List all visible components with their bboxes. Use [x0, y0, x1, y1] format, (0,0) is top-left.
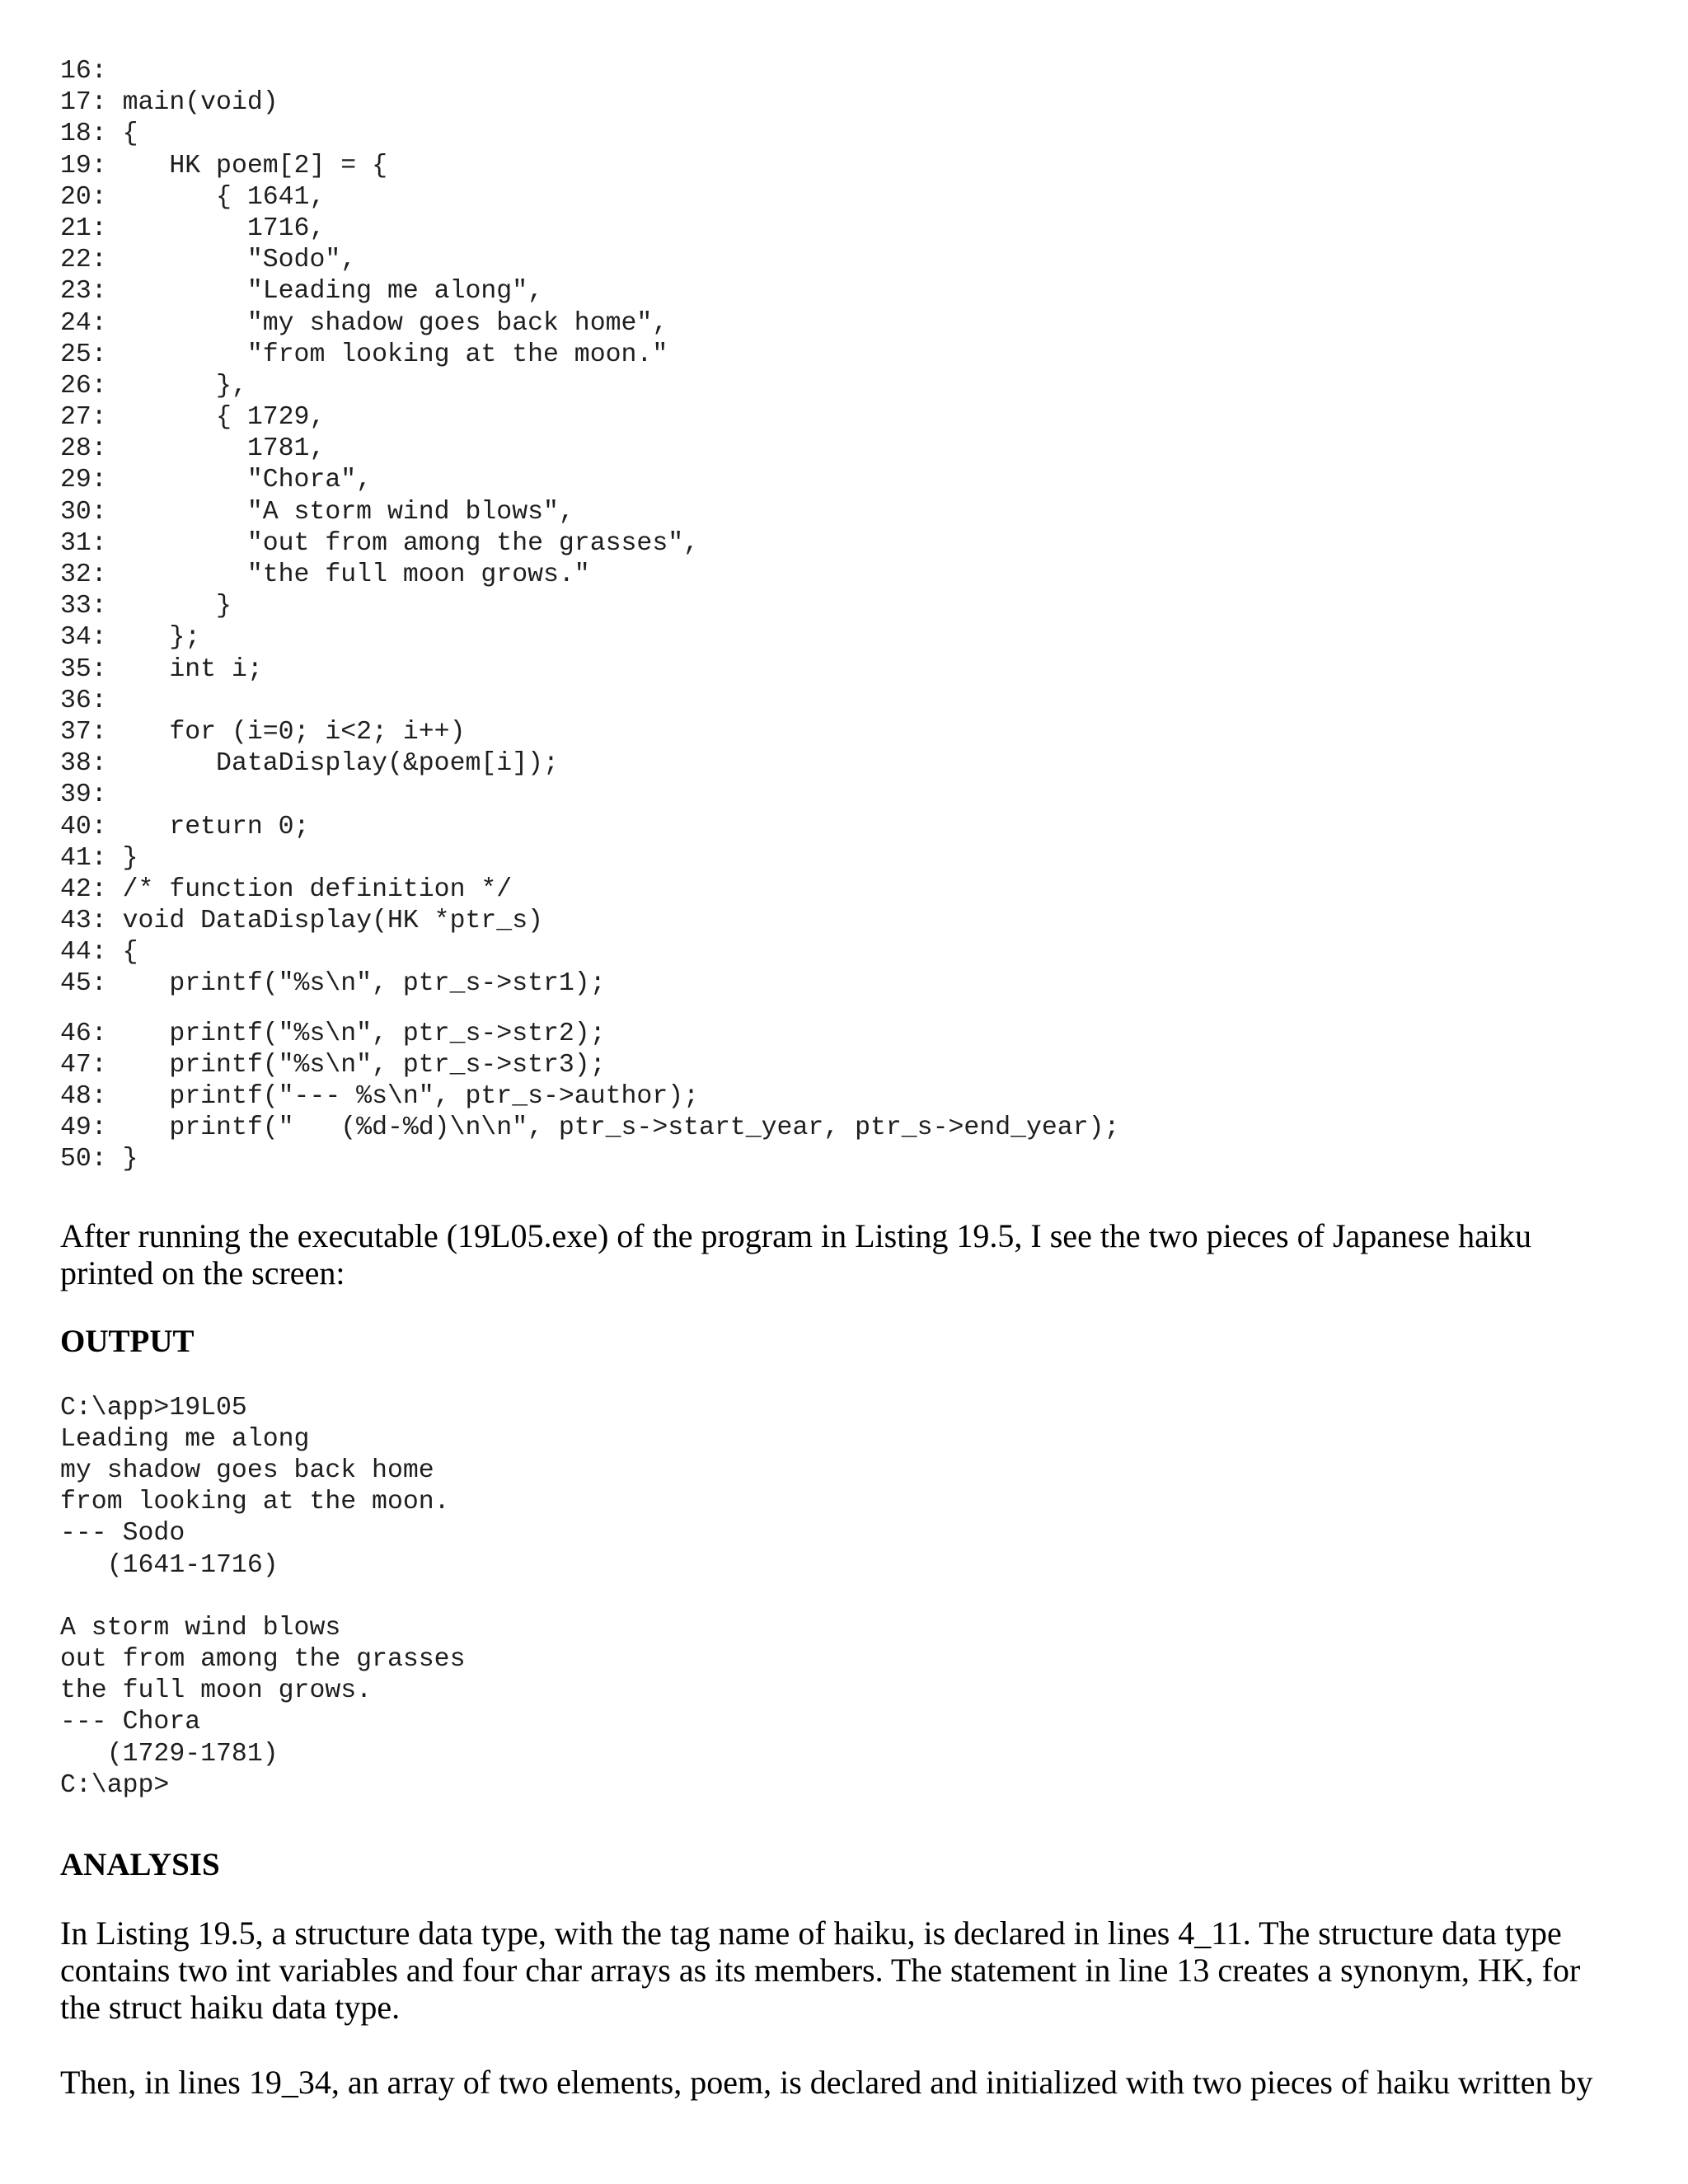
code-text: for (i=0; i<2; i++): [106, 717, 466, 747]
line-number: 20:: [60, 182, 107, 212]
line-number: 23:: [60, 277, 107, 307]
output-line: from looking at the moon.: [60, 1488, 450, 1517]
line-number: 24:: [60, 308, 107, 338]
code-line: [60, 560, 1626, 591]
code-text: }: [106, 843, 138, 873]
line-number: 41:: [60, 843, 107, 873]
line-number: 40:: [60, 812, 107, 841]
code-text: return 0;: [106, 812, 310, 841]
code-line: [60, 434, 1626, 465]
output-line: C:\app>: [60, 1770, 170, 1800]
output-line: C:\app>19L05: [60, 1393, 247, 1422]
code-line: [60, 151, 1626, 182]
code-text: },: [106, 371, 247, 401]
code-line: [60, 276, 1626, 307]
code-line: [60, 465, 1626, 496]
code-text: printf(" (%d-%d)\n\n", ptr_s->start_year, ptr_s->end_year);: [106, 1113, 1120, 1143]
code-line: [60, 245, 1626, 276]
line-number: 38:: [60, 749, 107, 779]
line-number: 18:: [60, 120, 107, 149]
line-number: 28:: [60, 434, 107, 464]
code-line: [60, 528, 1626, 560]
code-text: DataDisplay(&poem[i]);: [106, 749, 559, 779]
code-text: }: [106, 592, 232, 621]
line-number: 42:: [60, 874, 107, 904]
code-line: [60, 182, 1626, 213]
line-number: 27:: [60, 403, 107, 433]
line-number: 31:: [60, 528, 107, 558]
line-number: 45:: [60, 969, 107, 999]
code-text: "Leading me along",: [106, 277, 544, 307]
line-number: 22:: [60, 246, 107, 275]
line-number: 29:: [60, 466, 107, 495]
code-line: [60, 906, 1626, 937]
line-number: 26:: [60, 371, 107, 401]
line-number: 49:: [60, 1113, 107, 1143]
code-text: main(void): [106, 88, 279, 118]
output-line: out from among the grasses: [60, 1645, 466, 1675]
line-number: 16:: [60, 57, 107, 86]
code-line: [60, 497, 1626, 528]
code-line: [60, 843, 1626, 874]
code-line: [60, 87, 1626, 119]
code-line: [60, 213, 1626, 245]
code-text: "the full moon grows.": [106, 560, 590, 589]
code-line: [60, 937, 1626, 968]
code-text: "A storm wind blows",: [106, 497, 574, 527]
output-line: Leading me along: [60, 1424, 310, 1454]
code-text: };: [106, 623, 201, 653]
code-line: [60, 56, 1626, 87]
code-line: [60, 340, 1626, 371]
line-number: 36:: [60, 686, 107, 715]
code-text: "Sodo",: [106, 246, 357, 275]
code-text: printf("%s\n", ptr_s->str3);: [106, 1050, 606, 1080]
code-line: [60, 654, 1626, 686]
code-listing: [60, 56, 1626, 1176]
code-line: [60, 622, 1626, 654]
code-line: [60, 1050, 1626, 1081]
line-number: 48:: [60, 1082, 107, 1111]
line-number: 33:: [60, 592, 107, 621]
line-number: 47:: [60, 1050, 107, 1080]
code-text: {: [106, 120, 138, 149]
output-line: [60, 1582, 1626, 1613]
line-number: 30:: [60, 497, 107, 527]
code-text: HK poem[2] = {: [106, 151, 387, 180]
line-number: 21:: [60, 213, 107, 243]
code-text: {: [106, 938, 138, 968]
line-number: 44:: [60, 938, 107, 968]
analysis-paragraph: Then, in lines 19_34, an array of two elements, poem, is declared and initialized with two pieces of haiku written by: [60, 2064, 1593, 2101]
listing-gap: [60, 1001, 1626, 1019]
console-output: [60, 1393, 1626, 1802]
output-line: (1729-1781): [60, 1739, 279, 1769]
output-line: (1641-1716): [60, 1550, 279, 1580]
code-text: }: [106, 1145, 138, 1174]
line-number: 19:: [60, 151, 107, 180]
code-text: { 1641,: [106, 182, 326, 212]
code-line: [60, 402, 1626, 434]
code-line: [60, 1113, 1626, 1144]
analysis-paragraph: In Listing 19.5, a structure data type, with the tag name of haiku, is declared in lines 4_11. The structure data type contains two int variables and four char arrays as its members. The statement in line 13 creates a synonym, HK, for the struct haiku data type.: [60, 1915, 1581, 2026]
line-number: 34:: [60, 623, 107, 653]
code-text: { 1729,: [106, 403, 326, 433]
code-text: "my shadow goes back home",: [106, 308, 668, 338]
output-heading: OUTPUT: [60, 1323, 195, 1359]
output-line: --- Sodo: [60, 1519, 185, 1549]
line-number: 17:: [60, 88, 107, 118]
code-text: 1716,: [106, 213, 326, 243]
code-line: [60, 119, 1626, 150]
code-text: "out from among the grasses",: [106, 528, 700, 558]
code-line: [60, 780, 1626, 811]
code-line: [60, 748, 1626, 780]
line-number: 46:: [60, 1019, 107, 1048]
code-line: [60, 812, 1626, 843]
body-paragraph: After running the executable (19L05.exe) of the program in Listing 19.5, I see the two pieces of Japanese haiku printed on the screen:: [60, 1216, 1531, 1291]
output-line: my shadow goes back home: [60, 1455, 434, 1485]
line-number: 25:: [60, 340, 107, 369]
line-number: 37:: [60, 717, 107, 747]
output-line: the full moon grows.: [60, 1676, 373, 1706]
code-line: [60, 968, 1626, 1000]
code-line: [60, 1081, 1626, 1113]
code-line: [60, 371, 1626, 402]
output-line: A storm wind blows: [60, 1613, 341, 1643]
line-number: 32:: [60, 560, 107, 589]
line-number: 50:: [60, 1145, 107, 1174]
code-text: 1781,: [106, 434, 326, 464]
code-text: "from looking at the moon.": [106, 340, 668, 369]
code-text: printf("%s\n", ptr_s->str1);: [106, 969, 606, 999]
code-text: int i;: [106, 654, 263, 684]
code-text: printf("--- %s\n", ptr_s->author);: [106, 1082, 700, 1111]
line-number: 35:: [60, 654, 107, 684]
code-line: [60, 308, 1626, 340]
code-line: [60, 591, 1626, 622]
code-text: void DataDisplay(HK *ptr_s): [106, 907, 544, 936]
output-line: --- Chora: [60, 1708, 201, 1737]
analysis-heading: ANALYSIS: [60, 1847, 220, 1882]
code-line: [60, 1019, 1626, 1050]
line-number: 43:: [60, 907, 107, 936]
code-line: [60, 717, 1626, 748]
code-text: printf("%s\n", ptr_s->str2);: [106, 1019, 606, 1048]
code-line: [60, 686, 1626, 717]
line-number: 39:: [60, 780, 107, 810]
document-page: [60, 56, 1626, 2101]
code-text: "Chora",: [106, 466, 373, 495]
code-line: [60, 874, 1626, 906]
code-text: /* function definition */: [106, 874, 513, 904]
code-line: [60, 1144, 1626, 1175]
